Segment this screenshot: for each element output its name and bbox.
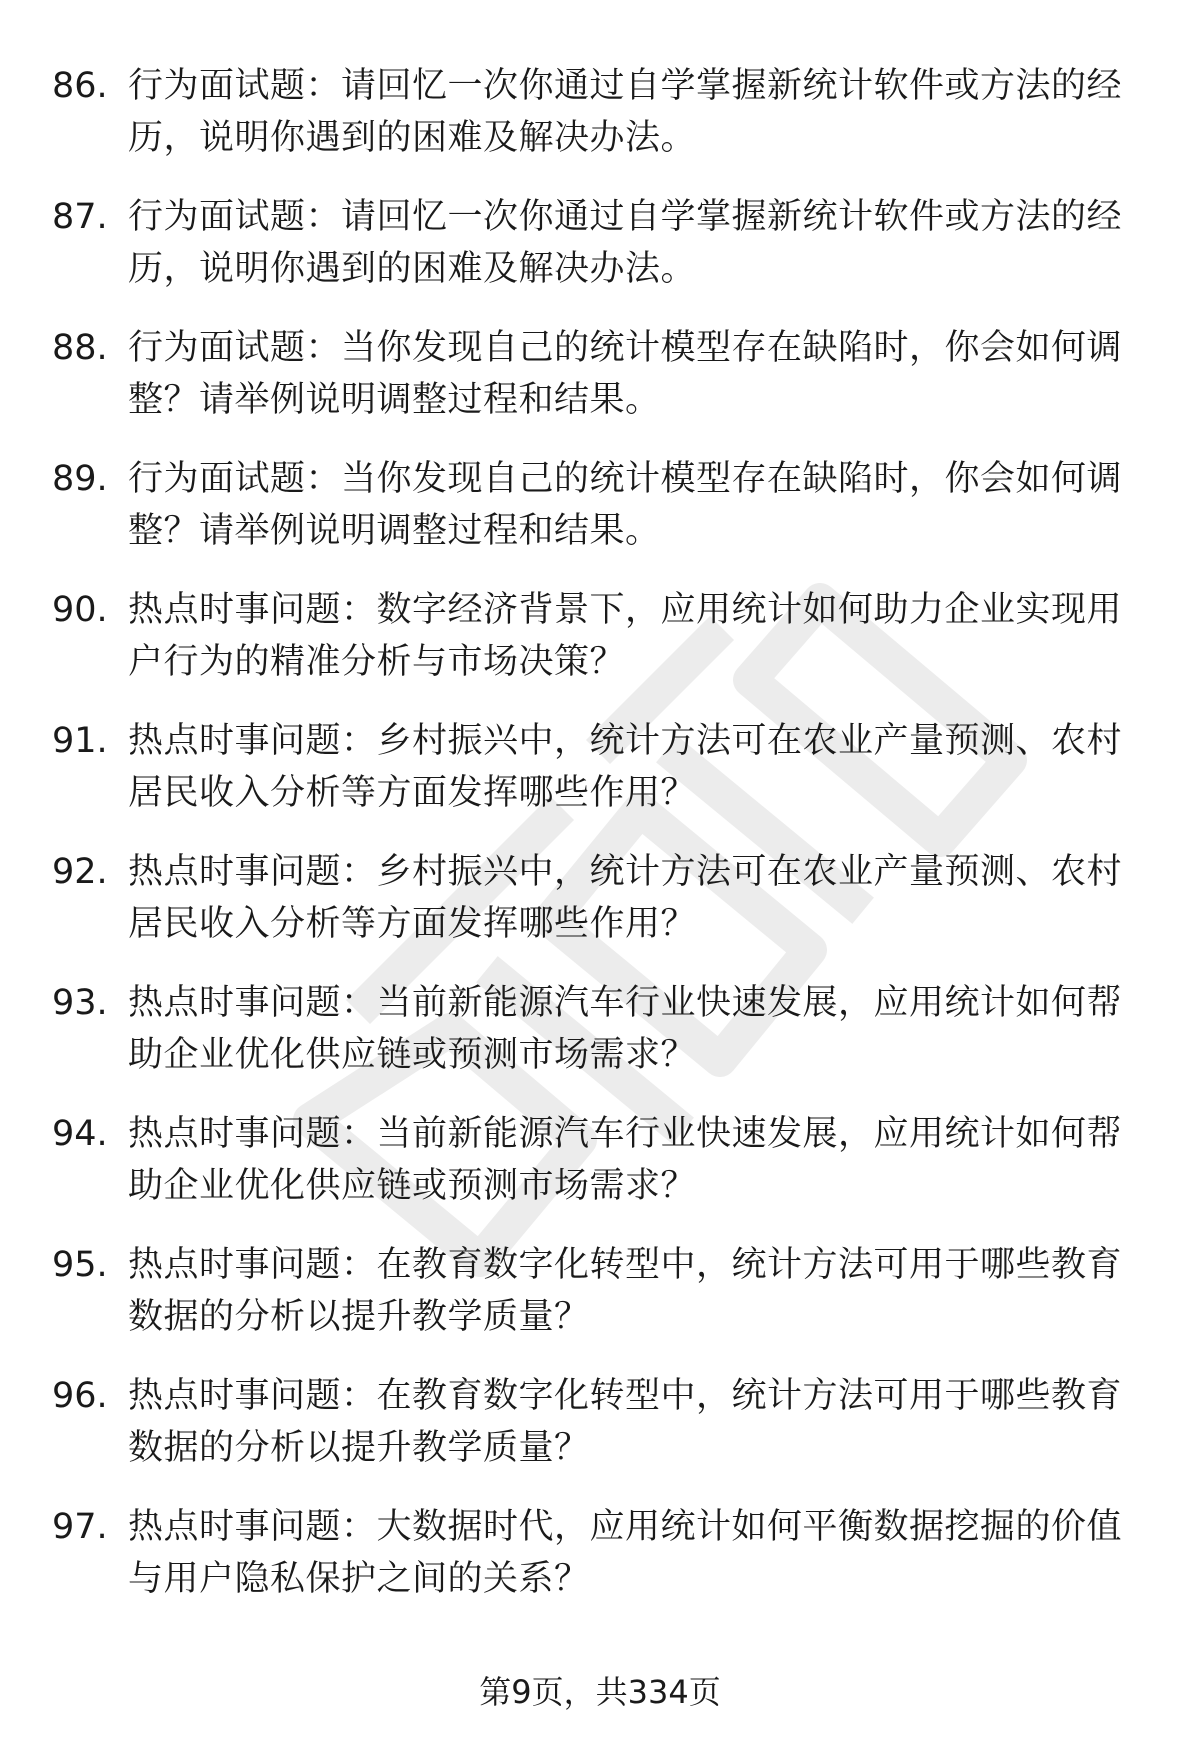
question-number: 91. (52, 721, 108, 761)
question-number: 92. (52, 852, 108, 892)
question-text: 行为面试题：请回忆一次你通过自学掌握新统计软件或方法的经历，说明你遇到的困难及解决办法。 (128, 197, 1123, 289)
question-text: 热点时事问题：在教育数字化转型中，统计方法可用于哪些教育数据的分析以提升教学质量？ (128, 1376, 1123, 1468)
question-item (52, 322, 1152, 453)
question-number: 87. (52, 197, 108, 237)
question-number: 95. (52, 1245, 108, 1285)
question-item (52, 846, 1152, 977)
question-item (52, 584, 1152, 715)
question-text: 热点时事问题：乡村振兴中，统计方法可在农业产量预测、农村居民收入分析等方面发挥哪些作用？ (128, 721, 1123, 813)
question-text: 热点时事问题：乡村振兴中，统计方法可在农业产量预测、农村居民收入分析等方面发挥哪些作用？ (128, 852, 1123, 944)
question-item (52, 977, 1152, 1108)
question-text: 行为面试题：请回忆一次你通过自学掌握新统计软件或方法的经历，说明你遇到的困难及解决办法。 (128, 66, 1123, 158)
question-item (52, 715, 1152, 846)
question-list (52, 60, 1152, 1632)
question-number: 94. (52, 1114, 108, 1154)
page-number-footer: 第9页，共334页 (479, 1673, 721, 1711)
question-text: 热点时事问题：大数据时代，应用统计如何平衡数据挖掘的价值与用户隐私保护之间的关系？ (128, 1507, 1123, 1599)
question-number: 90. (52, 590, 108, 630)
question-item (52, 1370, 1152, 1501)
question-text: 热点时事问题：当前新能源汽车行业快速发展，应用统计如何帮助企业优化供应链或预测市场需求？ (128, 1114, 1123, 1206)
question-number: 88. (52, 328, 108, 368)
question-text: 行为面试题：当你发现自己的统计模型存在缺陷时，你会如何调整？请举例说明调整过程和结果。 (128, 328, 1123, 420)
question-number: 89. (52, 459, 108, 499)
question-text: 热点时事问题：在教育数字化转型中，统计方法可用于哪些教育数据的分析以提升教学质量？ (128, 1245, 1123, 1337)
question-text: 热点时事问题：当前新能源汽车行业快速发展，应用统计如何帮助企业优化供应链或预测市场需求？ (128, 983, 1123, 1075)
question-item (52, 1239, 1152, 1370)
question-number: 86. (52, 66, 108, 106)
question-number: 93. (52, 983, 108, 1023)
question-item (52, 453, 1152, 584)
question-item (52, 1108, 1152, 1239)
question-number: 96. (52, 1376, 108, 1416)
question-number: 97. (52, 1507, 108, 1547)
question-text: 热点时事问题：数字经济背景下，应用统计如何助力企业实现用户行为的精准分析与市场决策？ (128, 590, 1123, 682)
question-item (52, 191, 1152, 322)
question-item (52, 60, 1152, 191)
question-text: 行为面试题：当你发现自己的统计模型存在缺陷时，你会如何调整？请举例说明调整过程和结果。 (128, 459, 1123, 551)
question-item (52, 1501, 1152, 1632)
